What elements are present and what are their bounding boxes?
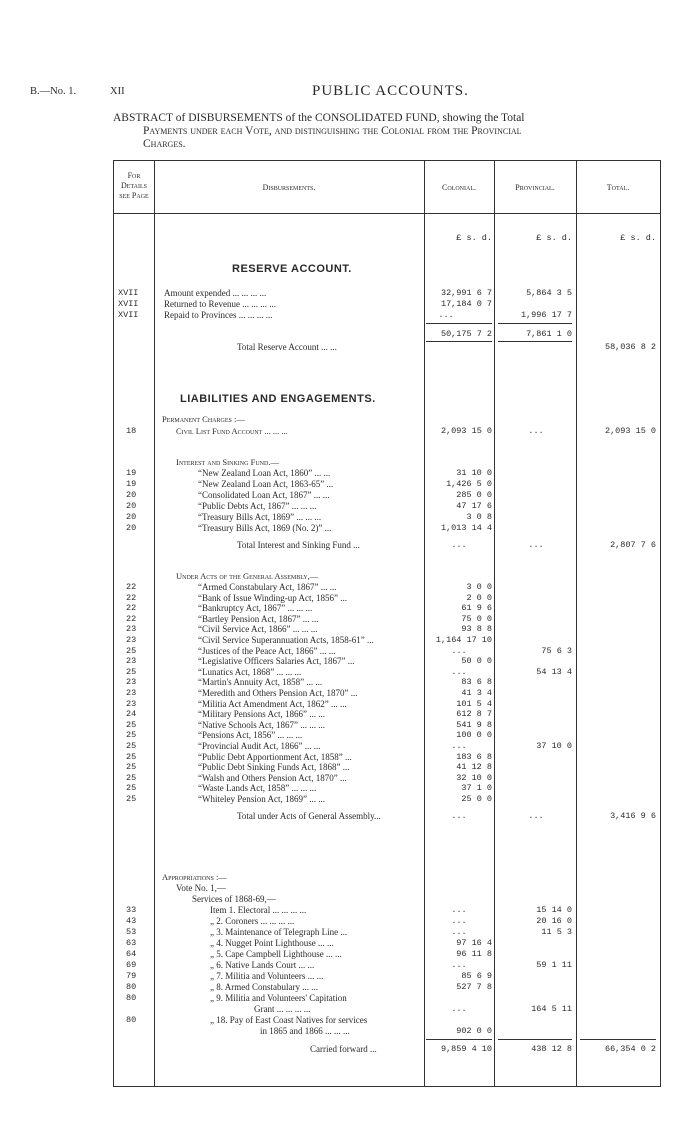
provincial-amount: 1,996 17 7 [520,310,572,320]
row-label: “Bartley Pension Act, 1867” ... ... [198,613,319,624]
page-ref: 19 [126,468,137,478]
column-divider [576,161,577,1086]
document-reference: B.—No. 1. [30,86,77,97]
page-ref: 33 [126,905,137,915]
colonial-subtotal: 50,175 7 2 [440,329,492,339]
colonial-amount: 612 8 7 [456,709,492,720]
page-number: XII [110,86,125,97]
colonial-amount: 41 12 8 [456,762,492,773]
page-ref: 63 [126,938,137,948]
colonial-amount: 17,184 0 7 [440,299,492,309]
page-ref: 25 [126,645,137,656]
page-ref: 22 [126,592,137,603]
row-label: Returned to Revenue ... ... ... ... [164,299,276,309]
colonial-amount: 75 0 0 [461,613,492,624]
colonial-amount: ... [451,666,467,677]
column-divider [494,161,495,1086]
provincial-subtotal: 7,861 1 0 [526,329,572,339]
page-ref: 25 [126,741,137,751]
page-ref: 23 [126,624,137,635]
page-ref: 64 [126,949,137,959]
row-label: „ 8. Armed Constabulary ... ... [210,982,318,992]
column-divider [424,161,425,1086]
column-header-page: For Details see Page [119,171,149,200]
page-ref: 23 [126,656,137,667]
colonial-amount: 41 3 4 [461,688,492,698]
provincial-amount: 11 5 3 [541,927,572,937]
colonial-amount: ... [438,310,454,320]
total-carried-forward: 66,354 0 2 [604,1044,656,1054]
provincial-carried-forward: 438 12 8 [531,1044,572,1054]
services-heading: Services of 1868-69,— [192,894,276,904]
row-label: “Public Debt Apportionment Act, 1858” ... [198,751,352,762]
page-ref: 23 [126,698,137,709]
row-label: “Civil Service Superannuation Acts, 1858-61” ... [198,635,374,645]
page-ref: XVII [118,288,139,298]
page-ref: 25 [126,730,137,741]
page-ref: 80 [126,1015,137,1025]
row-total: 58,036 8 2 [604,342,656,352]
total-rule [498,1039,572,1040]
colonial-amount: ... [451,540,467,550]
abstract-line-2: Payments under each Vote, and distinguishing the Colonial from the Provincial [143,125,522,137]
colonial-amount: 37 1 0 [461,783,492,794]
column-divider [154,161,155,1086]
row-label: “Whiteley Pension Act, 1869” ... ... [198,794,325,804]
row-label: “Provincial Audit Act, 1866” ... ... [198,741,321,751]
provincial-amount: 164 5 11 [531,1004,572,1014]
currency-units: £ s. d. [620,233,656,243]
page-ref: 23 [126,688,137,698]
page-ref: 25 [126,751,137,762]
row-label: “Bank of Issue Winding-up Act, 1856” ... [198,592,347,603]
page-ref: 22 [126,603,137,614]
row-label: „ 2. Coroners ... ... ... ... [210,916,295,926]
colonial-amount: ... [451,927,467,937]
row-label: “New Zealand Loan Act, 1863-65” ... [198,479,334,489]
row-label: „ 7. Militia and Volunteers ... ... [210,971,324,981]
colonial-amount: 100 0 0 [456,730,492,741]
colonial-carried-forward: 9,859 4 10 [440,1044,492,1054]
total-rule [580,1039,656,1040]
colonial-amount: 2 0 0 [466,592,492,603]
row-total: 2,093 15 0 [604,426,656,436]
colonial-amount: 47 17 6 [456,501,492,511]
row-label: Amount expended ... ... ... ... [164,288,267,298]
colonial-amount: 96 11 8 [456,949,492,959]
colonial-amount: 541 9 8 [456,719,492,730]
page-ref: 25 [126,666,137,677]
vote-heading: Vote No. 1,— [176,883,226,893]
subsection-heading: Appropriations :— [162,872,227,882]
row-label: „ 5. Cape Campbell Lighthouse ... ... [210,949,342,959]
subtotal-rule [498,323,572,324]
colonial-amount: ... [451,960,467,970]
colonial-amount: 527 7 8 [456,982,492,992]
subtotal-rule [498,341,572,342]
row-label: „ 18. Pay of East Coast Natives for services [210,1015,368,1025]
provincial-amount: 54 13 4 [536,666,572,677]
page-ref: 23 [126,677,137,688]
row-label: “Public Debt Sinking Funds Act, 1868” ... [198,762,350,773]
provincial-amount: 75 6 3 [541,645,572,656]
subtotal-rule [426,323,492,324]
row-label: “Consolidated Loan Act, 1867” ... ... [198,490,330,500]
row-label: „ 4. Nugget Point Lighthouse ... ... [210,938,334,948]
colonial-amount: 85 6 9 [461,971,492,981]
colonial-amount: 1,164 17 10 [435,635,492,645]
page-ref: XVII [118,310,139,320]
colonial-amount: 902 0 0 [456,1026,492,1036]
colonial-amount: 3 0 0 [466,582,492,592]
provincial-amount: ... [528,811,544,821]
total-rule [426,1039,492,1040]
subsection-heading: Under Acts of the General Assembly,— [176,571,319,581]
colonial-amount: 97 16 4 [456,938,492,948]
colonial-amount: 50 0 0 [461,656,492,667]
colonial-amount: ... [451,905,467,915]
colonial-amount: 31 10 0 [456,468,492,478]
currency-units: £ s. d. [536,233,572,243]
page-ref: 25 [126,794,137,804]
page-ref: 43 [126,916,137,926]
page-ref: 53 [126,927,137,937]
abstract-line-1: ABSTRACT of DISBURSEMENTS of the CONSOLIDATED FUND, showing the Total [113,112,525,124]
colonial-amount: 101 5 4 [456,698,492,709]
total-label: Total Reserve Account ... ... [237,342,337,352]
row-label: „ 3. Maintenance of Telegraph Line ... [210,927,348,937]
colonial-amount: 83 6 8 [461,677,492,688]
colonial-amount: 285 0 0 [456,490,492,500]
page-ref: 25 [126,719,137,730]
column-header-total: Total. [606,183,630,192]
row-label: “Public Debts Act, 1867” ... ... ... [198,501,317,511]
page-ref: XVII [118,299,139,309]
page-ref: 23 [126,635,137,645]
row-label: “Military Pensions Act, 1866” ... ... [198,709,325,720]
row-label: Item 1. Electoral ... ... ... ... [210,905,307,915]
provincial-amount: 59 1 11 [536,960,572,970]
page-ref: 25 [126,783,137,794]
row-label: Repaid to Provinces ... ... ... ... [164,310,273,320]
row-label: “Militia Act Amendment Act, 1862” ... ... [198,698,347,709]
colonial-amount: 32 10 0 [456,772,492,783]
colonial-amount: 93 8 8 [461,624,492,635]
colonial-amount: ... [451,645,467,656]
colonial-amount: ... [451,1004,467,1014]
row-label: “Meredith and Others Pension Act, 1870” ... [198,688,358,698]
row-label-continued: Grant ... ... ... ... [254,1004,311,1014]
row-label: “Civil Service Act, 1866” ... ... ... [198,624,318,635]
disbursements-table [113,160,661,1087]
subsection-heading: Interest and Sinking Fund.— [176,457,279,467]
colonial-amount: ... [451,741,467,751]
page-ref: 25 [126,762,137,773]
row-total: 2,807 7 6 [610,540,656,550]
colonial-amount: 2,093 15 0 [440,426,492,436]
row-label: “New Zealand Loan Act, 1860” ... ... [198,468,331,478]
colonial-amount: 183 6 8 [456,751,492,762]
abstract-line-3: Charges. [143,138,186,150]
provincial-amount: ... [528,540,544,550]
colonial-amount: ... [451,811,467,821]
row-label: “Legislative Officers Salaries Act, 1867” ... [198,656,355,667]
colonial-amount: 32,991 6 7 [440,288,492,298]
row-label: “Lunatics Act, 1868” ... ... ... [198,666,302,677]
provincial-amount: 20 16 0 [536,916,572,926]
row-label: „ 6. Native Lands Court ... ... [210,960,315,970]
colonial-amount: ... [451,916,467,926]
row-label: „ 9. Militia and Volunteers' Capitation [210,993,347,1003]
row-label: “Bankruptcy Act, 1867” ... ... ... [198,603,313,614]
page-ref: 20 [126,490,137,500]
page-ref: 20 [126,523,137,533]
colonial-amount: 25 0 0 [461,794,492,804]
row-label: “Treasury Bills Act, 1869 (No. 2)” ... [198,523,332,533]
page-ref: 22 [126,582,137,592]
colonial-amount: 1,426 5 0 [446,479,492,489]
page-title: PUBLIC ACCOUNTS. [312,83,469,99]
header-divider [114,213,660,214]
row-label: “Treasury Bills Act, 1869” ... ... ... [198,512,322,522]
row-label: “Armed Constabulary Act, 1867” ... ... [198,582,337,592]
column-header-colonial: Colonial. [442,183,476,192]
column-header-provincial: Provincial. [515,183,555,192]
colonial-amount: 3 0 8 [466,512,492,522]
subtotal-rule [426,341,492,342]
row-label: “Waste Lands Act, 1858” ... ... ... [198,783,317,794]
row-label: “Walsh and Others Pension Act, 1870” ... [198,772,347,783]
section-heading: LIABILITIES AND ENGAGEMENTS. [180,393,376,405]
page-ref: 80 [126,993,137,1003]
page-ref: 19 [126,479,137,489]
colonial-amount: 61 9 6 [461,603,492,614]
provincial-amount: 37 10 0 [536,741,572,751]
row-total: 3,416 9 6 [610,811,656,821]
page-ref: 69 [126,960,137,970]
provincial-amount: ... [528,426,544,436]
currency-units: £ s. d. [456,233,492,243]
provincial-amount: 5,864 3 5 [526,288,572,298]
total-label: Total under Acts of General Assembly... [237,811,381,821]
row-label-continued: in 1865 and 1866 ... ... ... [260,1026,350,1036]
section-heading: RESERVE ACCOUNT. [232,263,352,275]
page-ref: 79 [126,971,137,981]
row-label: “Native Schools Act, 1867” ... ... ... [198,719,325,730]
page-ref: 24 [126,709,137,720]
provincial-amount: 15 14 0 [536,905,572,915]
row-label: Civil List Fund Account ... ... ... [176,426,288,436]
row-label: “Justices of the Peace Act, 1866” ... ... [198,645,336,656]
page-ref: 22 [126,613,137,624]
page-ref: 25 [126,772,137,783]
page-ref: 20 [126,501,137,511]
row-label: “Martin's Annuity Act, 1858” ... ... [198,677,323,688]
column-header-disbursements: Disbursements. [262,183,316,192]
total-label: Total Interest and Sinking Fund ... [237,540,360,550]
row-label: “Pensions Act, 1856” ... ... ... [198,730,303,741]
subsection-heading: Permanent Charges :— [162,414,245,424]
page-ref: 20 [126,512,137,522]
page-ref: 18 [126,426,137,436]
page-ref: 80 [126,982,137,992]
carried-forward-label: Carried forward ... [310,1044,377,1054]
colonial-amount: 1,013 14 4 [440,523,492,533]
